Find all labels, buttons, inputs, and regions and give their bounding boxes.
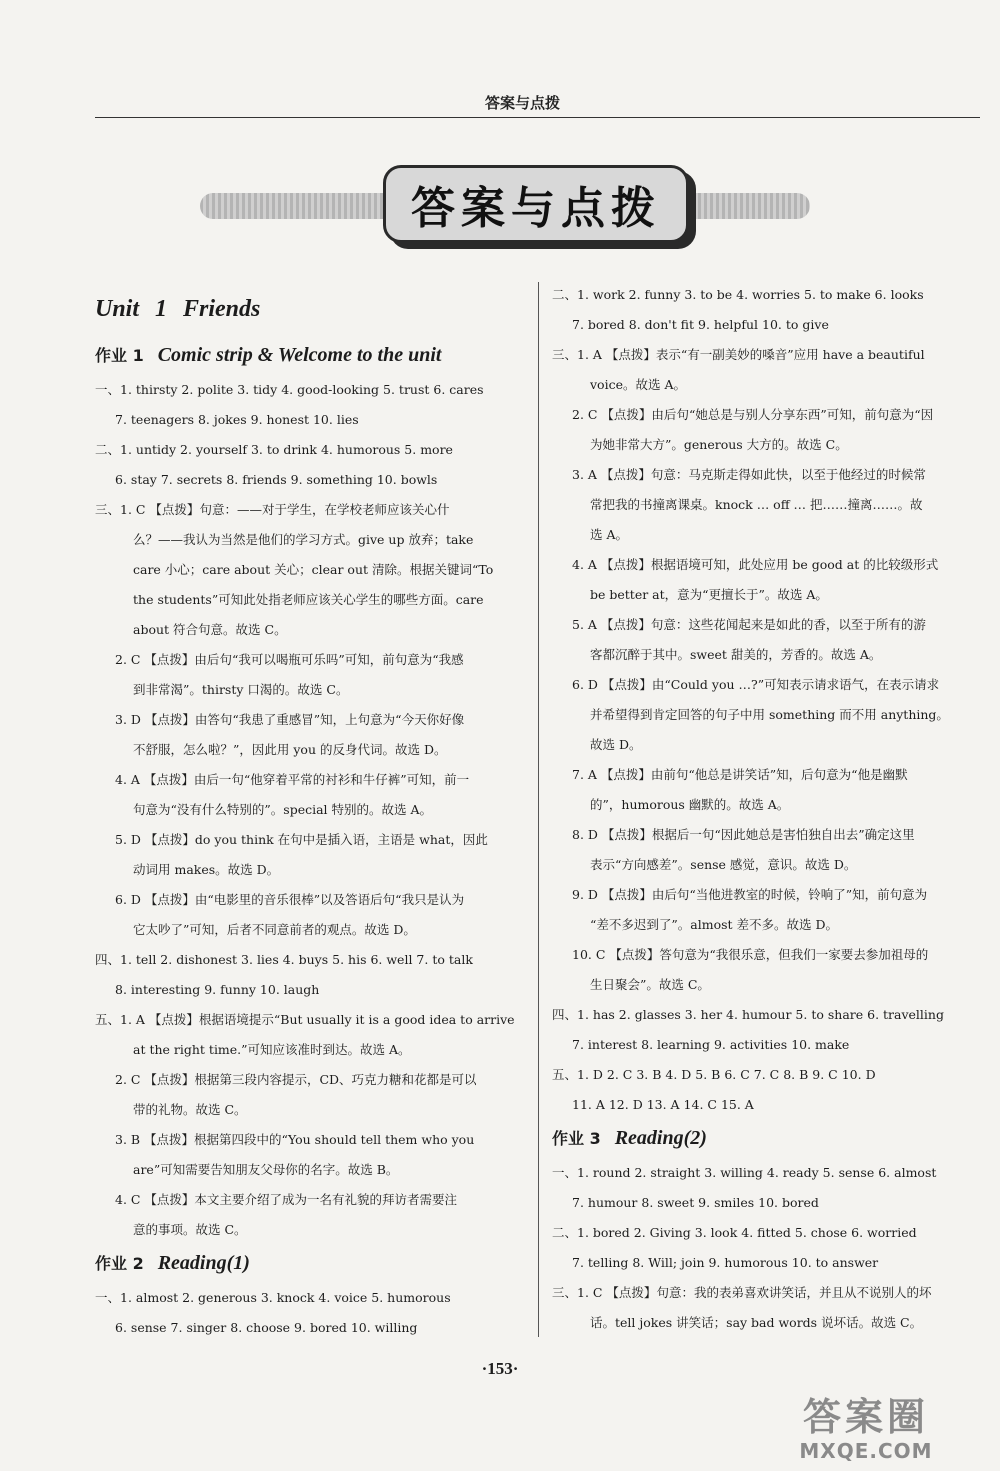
answer-line: 11. A 12. D 13. A 14. C 15. A bbox=[572, 1097, 754, 1112]
answer-line: 四、1. tell 2. dishonest 3. lies 4. buys 5. his 6. well 7. to talk bbox=[95, 952, 473, 967]
answer-line: 2. C 【点拨】由后句“她总是与别人分享东西”可知，前句意为“因 bbox=[572, 407, 934, 422]
answer-line: 二、1. untidy 2. yourself 3. to drink 4. humorous 5. more bbox=[95, 442, 453, 457]
homework-2-title bbox=[95, 1251, 527, 1275]
running-head: 答案与点拨 bbox=[484, 94, 560, 112]
page-number: ·153· bbox=[481, 1359, 519, 1378]
answer-line: 6. sense 7. singer 8. choose 9. bored 10. willing bbox=[115, 1320, 418, 1335]
answer-line: 6. stay 7. secrets 8. friends 9. something 10. bowls bbox=[115, 472, 438, 487]
homework-2-prefix: 作业 2 bbox=[95, 1254, 144, 1273]
answer-line: 四、1. has 2. glasses 3. her 4. humour 5. to share 6. travelling bbox=[552, 1007, 944, 1022]
answer-line: 为她非常大方”。generous 大方的。故选 C。 bbox=[590, 437, 848, 452]
banner bbox=[383, 165, 689, 243]
homework-1-title bbox=[95, 343, 527, 367]
answer-line: 5. A 【点拨】句意：这些花闻起来是如此的香，以至于所有的游 bbox=[572, 617, 926, 632]
answer-line: 7. humour 8. sweet 9. smiles 10. bored bbox=[572, 1195, 819, 1210]
answer-line: 表示“方向感差”。sense 感觉，意识。故选 D。 bbox=[590, 857, 857, 872]
watermark-url: MXQE.COM bbox=[799, 1439, 933, 1463]
answer-line: 7. teenagers 8. jokes 9. honest 10. lies bbox=[115, 412, 359, 427]
answer-line: 二、1. bored 2. Giving 3. look 4. fitted 5. chose 6. worried bbox=[552, 1225, 917, 1240]
answer-line: 的”，humorous 幽默的。故选 A。 bbox=[590, 797, 790, 812]
answer-line: 8. interesting 9. funny 10. laugh bbox=[115, 982, 320, 997]
homework-1-name: Comic strip & Welcome to the unit bbox=[157, 344, 442, 366]
column-divider bbox=[538, 282, 539, 1337]
watermark bbox=[746, 1395, 986, 1465]
answer-line: 常把我的书撞离课桌。knock … off … 把……撞离……。故 bbox=[590, 497, 923, 512]
answer-line: 动词用 makes。故选 D。 bbox=[133, 862, 280, 877]
answer-line: 5. D 【点拨】do you think 在句中是插入语，主语是 what，因此 bbox=[115, 832, 488, 847]
answer-line: 二、1. work 2. funny 3. to be 4. worries 5. to make 6. looks bbox=[552, 287, 924, 302]
answer-line: 6. D 【点拨】由“Could you …?”可知表示请求语气，在表示请求 bbox=[572, 677, 940, 692]
answer-line: 三、1. C 【点拨】句意：我的表弟喜欢讲笑话，并且从不说别人的坏 bbox=[552, 1285, 932, 1300]
homework-3-name: Reading(2) bbox=[614, 1127, 707, 1149]
unit-title: Unit 1 Friends bbox=[95, 296, 261, 322]
answer-line: 三、1. C 【点拨】句意：——对于学生，在学校老师应该关心什 bbox=[95, 502, 450, 517]
answer-line: be better at，意为“更擅长于”。故选 A。 bbox=[590, 587, 828, 602]
answer-line: 选 A。 bbox=[590, 527, 629, 542]
answer-line: 故选 D。 bbox=[590, 737, 642, 752]
answer-line: 4. C 【点拨】本文主要介绍了成为一名有礼貌的拜访者需要注 bbox=[115, 1192, 457, 1207]
answer-line: 4. A 【点拨】由后一句“他穿着平常的衬衫和牛仔裤”可知，前一 bbox=[115, 772, 470, 787]
answer-line: 意的事项。故选 C。 bbox=[133, 1222, 247, 1237]
answer-line: 3. D 【点拨】由答句“我患了重感冒”知，上句意为“今天你好像 bbox=[115, 712, 465, 727]
answer-line: 4. A 【点拨】根据语境可知，此处应用 be good at 的比较级形式 bbox=[572, 557, 939, 572]
answer-line: 五、1. D 2. C 3. B 4. D 5. B 6. C 7. C 8. B 9. C 10. D bbox=[552, 1067, 876, 1082]
answer-line: 一、1. thirsty 2. polite 3. tidy 4. good-looking 5. trust 6. cares bbox=[95, 382, 484, 397]
answer-line: 3. B 【点拨】根据第四段中的“You should tell them who you bbox=[115, 1132, 475, 1147]
answer-line: at the right time.”可知应该准时到达。故选 A。 bbox=[133, 1042, 411, 1057]
answer-line: 2. C 【点拨】根据第三段内容提示，CD、巧克力糖和花都是可以 bbox=[115, 1072, 477, 1087]
answer-line: 一、1. almost 2. generous 3. knock 4. voice 5. humorous bbox=[95, 1290, 451, 1305]
answer-line: 么？——我认为当然是他们的学习方式。give up 放弃；take bbox=[133, 532, 474, 547]
left-column bbox=[95, 280, 527, 1343]
answer-line: 到非常渴”。thirsty 口渴的。故选 C。 bbox=[133, 682, 349, 697]
right-column bbox=[552, 280, 982, 1338]
answer-line: 7. A 【点拨】由前句“他总是讲笑话”知，后句意为“他是幽默 bbox=[572, 767, 908, 782]
header-rule bbox=[95, 117, 980, 118]
answer-line: are”可知需要告知朋友父母你的名字。故选 B。 bbox=[133, 1162, 399, 1177]
homework-1-prefix: 作业 1 bbox=[95, 346, 144, 365]
answer-line: 生日聚会”。故选 C。 bbox=[590, 977, 710, 992]
homework-3-title bbox=[552, 1126, 982, 1150]
answer-line: 6. D 【点拨】由“电影里的音乐很棒”以及答语后句“我只是认为 bbox=[115, 892, 465, 907]
answer-line: 客都沉醉于其中。sweet 甜美的，芳香的。故选 A。 bbox=[590, 647, 882, 662]
homework-3-prefix: 作业 3 bbox=[552, 1129, 601, 1148]
answer-line: 7. bored 8. don't fit 9. helpful 10. to give bbox=[572, 317, 829, 332]
homework-2-name: Reading(1) bbox=[157, 1252, 250, 1274]
answer-line: 3. A 【点拨】句意：马克斯走得如此快，以至于他经过的时候常 bbox=[572, 467, 926, 482]
answer-line: 9. D 【点拨】由后句“当他进教室的时候，铃响了”知，前句意为 bbox=[572, 887, 928, 902]
watermark-logo-text: 答案圈 bbox=[802, 1395, 929, 1439]
answer-line: the students”可知此处指老师应该关心学生的哪些方面。care bbox=[133, 592, 484, 607]
answer-line: 句意为“没有什么特别的”。special 特别的。故选 A。 bbox=[133, 802, 433, 817]
answer-line: care 小心；care about 关心；clear out 清除。根据关键词“To bbox=[133, 562, 494, 577]
answer-line: 话。tell jokes 讲笑话；say bad words 说坏话。故选 C。 bbox=[590, 1315, 923, 1330]
answer-line: 五、1. A 【点拨】根据语境提示“But usually it is a good idea to arrive bbox=[95, 1012, 515, 1027]
answer-line: voice。故选 A。 bbox=[590, 377, 686, 392]
answer-line: 三、1. A 【点拨】表示“有一副美妙的嗓音”应用 have a beautiful bbox=[552, 347, 925, 362]
answer-line: 8. D 【点拨】根据后一句“因此她总是害怕独自出去”确定这里 bbox=[572, 827, 915, 842]
answer-line: 并希望得到肯定回答的句子中用 something 而不用 anything。 bbox=[590, 707, 949, 722]
answer-line: 10. C 【点拨】答句意为“我很乐意，但我们一家要去参加祖母的 bbox=[572, 947, 929, 962]
answer-line: 一、1. round 2. straight 3. willing 4. ready 5. sense 6. almost bbox=[552, 1165, 937, 1180]
answer-line: 它太吵了”可知，后者不同意前者的观点。故选 D。 bbox=[133, 922, 416, 937]
banner-title: 答案与点拨 bbox=[411, 183, 661, 234]
answer-line: “差不多迟到了”。almost 差不多。故选 D。 bbox=[590, 917, 839, 932]
answer-line: 不舒服，怎么啦？”，因此用 you 的反身代词。故选 D。 bbox=[133, 742, 447, 757]
answer-line: 7. telling 8. Will; join 9. humorous 10. to answer bbox=[572, 1255, 879, 1270]
answer-line: 7. interest 8. learning 9. activities 10. make bbox=[572, 1037, 850, 1052]
answer-line: about 符合句意。故选 C。 bbox=[133, 622, 287, 637]
answer-line: 带的礼物。故选 C。 bbox=[133, 1102, 247, 1117]
answer-line: 2. C 【点拨】由后句“我可以喝瓶可乐吗”可知，前句意为“我感 bbox=[115, 652, 464, 667]
